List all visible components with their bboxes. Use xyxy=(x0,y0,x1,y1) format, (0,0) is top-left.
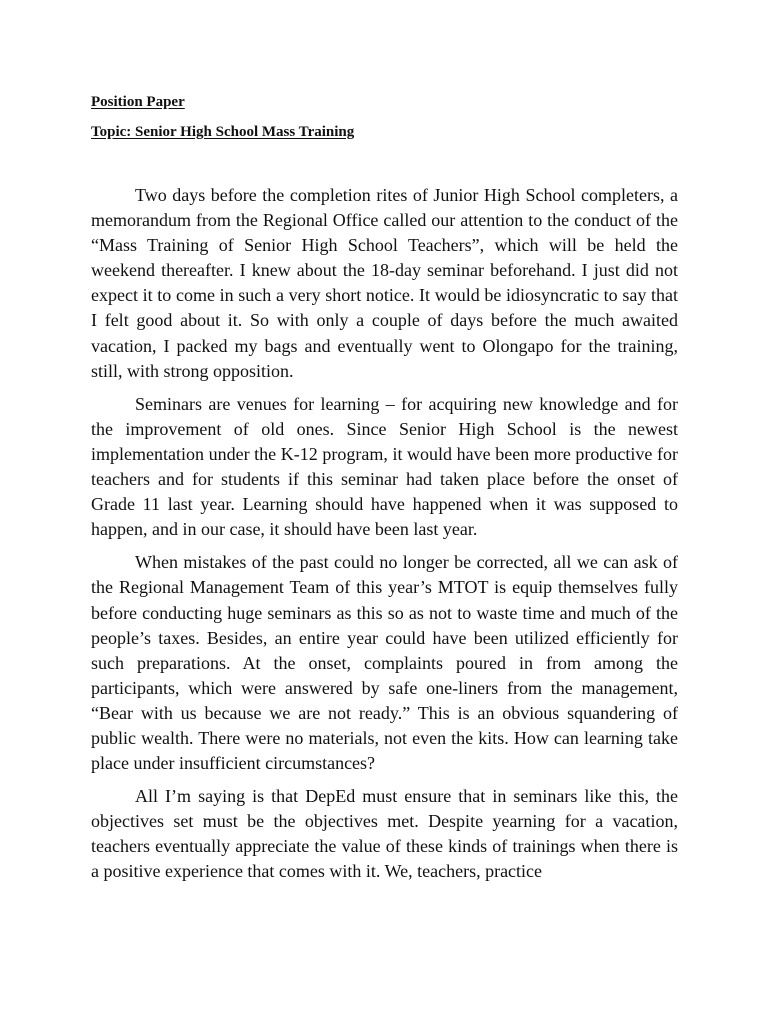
paragraph-2: Seminars are venues for learning – for acquiring new knowledge and for the improvement of old ones. Since Senior High School is the newest implementation under the K-12 program, it would have been more productive for teachers and for students if this seminar had taken place before the onset of Grade 11 last year. Learning should have happened when it was supposed to happen, and in our case, it should have been last year. xyxy=(91,393,678,540)
document-topic: Topic: Senior High School Mass Training xyxy=(91,124,355,140)
document-label: Position Paper xyxy=(91,94,185,110)
paragraph-4: All I’m saying is that DepEd must ensure that in seminars like this, the objectives set must be the objectives met. Despite yearning for a vacation, teachers eventually appreciate the value of these kinds of trainings when there is a positive experience that comes with it. We, teachers, practice xyxy=(91,786,678,882)
paragraph-3: When mistakes of the past could no longer be corrected, all we can ask of the Regional Management Team of this year’s MTOT is equip themselves fully before conducting huge seminars as this so as not to waste time and much of the people’s taxes. Besides, an entire year could have been utilized efficiently for such preparations. At the onset, complaints poured in from among the participants, which were answered by safe one-liners from the management, “Bear with us because we are not ready.” This is an obvious squandering of public wealth. There were no materials, not even the kits. How can learning take place under insufficient circumstances? xyxy=(91,552,678,774)
document-body xyxy=(91,183,678,893)
paragraph-1: Two days before the completion rites of Junior High School completers, a memorandum from the Regional Office called our attention to the conduct of the “Mass Training of Senior High School Teachers”, which will be held the weekend thereafter. I knew about the 18-day seminar beforehand. I just did not expect it to come in such a very short notice. It would be idiosyncratic to say that I felt good about it. So with only a couple of days before the much awaited vacation, I packed my bags and eventually went to Olongapo for the training, still, with strong opposition. xyxy=(91,185,678,381)
